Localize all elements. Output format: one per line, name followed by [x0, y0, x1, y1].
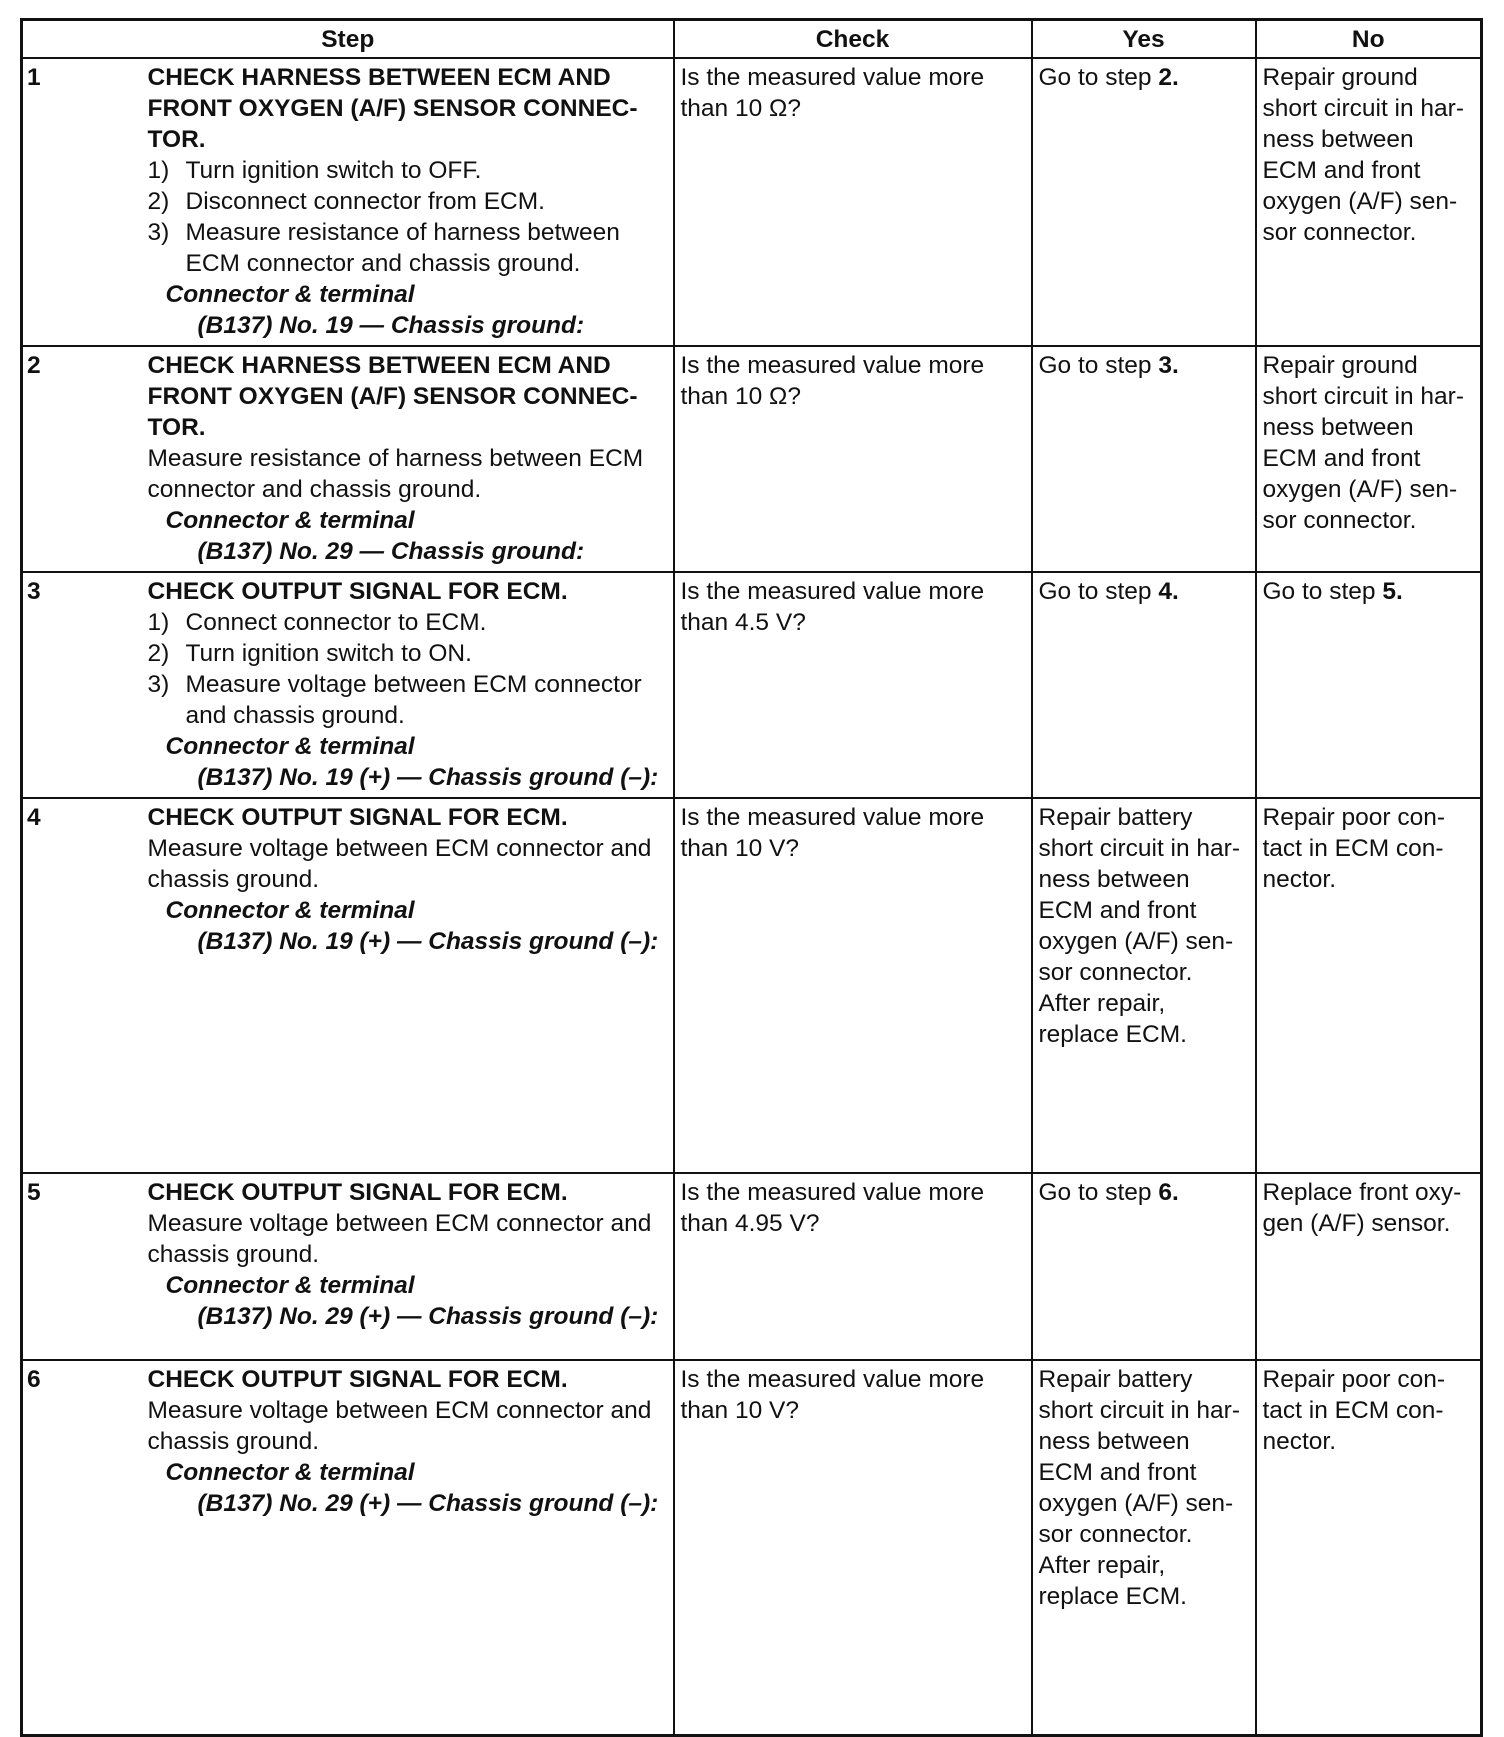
terminal-spec: (B137) No. 29 — Chassis ground:	[197, 538, 585, 565]
header-row	[22, 20, 1482, 59]
no-cell: Repair poor con-tact in ECM con-nector.	[1256, 1360, 1482, 1736]
step-description	[146, 572, 674, 798]
header-check: Check	[674, 20, 1032, 59]
no-cell	[1256, 572, 1482, 798]
substep-text: Disconnect connector from ECM.	[185, 188, 545, 215]
yes-prefix: Go to step	[1038, 352, 1159, 379]
connector-label: Connector & terminal	[165, 281, 415, 308]
check-cell: Is the measured value more than 10 Ω?	[674, 346, 1032, 572]
terminal-spec: (B137) No. 19 — Chassis ground:	[197, 312, 585, 339]
check-cell: Is the measured value more than 4.5 V?	[674, 572, 1032, 798]
yes-cell	[1032, 572, 1256, 798]
substep	[148, 186, 669, 217]
no-step-link: 5.	[1382, 578, 1403, 605]
step-description	[146, 1360, 674, 1736]
no-cell: Repair poor con-tact in ECM con-nector.	[1256, 798, 1482, 1173]
step-description	[146, 798, 674, 1173]
step-body: Measure resistance of harness between ECM connector and chassis ground.	[147, 445, 644, 503]
terminal-spec: (B137) No. 29 (+) — Chassis ground (–):	[197, 1303, 659, 1330]
yes-prefix: Go to step	[1038, 578, 1159, 605]
yes-cell	[1032, 346, 1256, 572]
substep-number: 3)	[147, 219, 170, 246]
substep-text: Turn ignition switch to OFF.	[185, 157, 482, 184]
step-description	[146, 1173, 674, 1360]
yes-step-link: 3.	[1158, 352, 1179, 379]
terminal-spec: (B137) No. 29 (+) — Chassis ground (–):	[197, 1490, 659, 1517]
connector-label: Connector & terminal	[165, 1272, 415, 1299]
header-yes: Yes	[1032, 20, 1256, 59]
terminal-spec: (B137) No. 19 (+) — Chassis ground (–):	[197, 928, 659, 955]
step-description	[146, 346, 674, 572]
substep-number: 1)	[147, 157, 170, 184]
substep-text: Measure voltage between ECM connector and chassis ground.	[185, 671, 642, 729]
step-description	[146, 58, 674, 346]
no-prefix: Go to step	[1262, 578, 1383, 605]
check-cell: Is the measured value more than 10 V?	[674, 1360, 1032, 1736]
substep-number: 1)	[147, 609, 170, 636]
yes-prefix: Go to step	[1038, 1179, 1159, 1206]
substep-text: Measure resistance of harness between ECM connector and chassis ground.	[185, 219, 620, 277]
no-cell: Repair ground short circuit in har-ness between ECM and front oxygen (A/F) sen-sor connector.	[1256, 58, 1482, 346]
step-number: 3	[22, 572, 146, 798]
step-number: 4	[22, 798, 146, 1173]
step-title: CHECK OUTPUT SIGNAL FOR ECM.	[147, 804, 568, 831]
step-title: CHECK HARNESS BETWEEN ECM AND FRONT OXYGEN (A/F) SENSOR CONNEC-TOR.	[147, 352, 638, 441]
yes-step-link: 6.	[1158, 1179, 1179, 1206]
diagnostic-procedure-table	[20, 18, 1483, 1737]
step-body: Measure voltage between ECM connector and chassis ground.	[147, 1210, 652, 1268]
yes-prefix: Go to step	[1038, 64, 1159, 91]
step-title: CHECK OUTPUT SIGNAL FOR ECM.	[147, 1179, 568, 1206]
table-row	[22, 572, 1482, 798]
table-row	[22, 58, 1482, 346]
table-row	[22, 798, 1482, 1173]
header-no: No	[1256, 20, 1482, 59]
substep-text: Connect connector to ECM.	[185, 609, 487, 636]
connector-label: Connector & terminal	[165, 897, 415, 924]
connector-label: Connector & terminal	[165, 733, 415, 760]
header-step: Step	[22, 20, 674, 59]
step-body: Measure voltage between ECM connector and chassis ground.	[147, 1397, 652, 1455]
table-row	[22, 1360, 1482, 1736]
substep-text: Turn ignition switch to ON.	[185, 640, 472, 667]
yes-cell: Repair battery short circuit in har-ness between ECM and front oxygen (A/F) sen-sor connector. After repair, replace ECM.	[1032, 1360, 1256, 1736]
step-number: 5	[22, 1173, 146, 1360]
substep	[148, 669, 669, 731]
table-row	[22, 346, 1482, 572]
check-cell: Is the measured value more than 10 Ω?	[674, 58, 1032, 346]
substep	[148, 217, 669, 279]
substep	[148, 607, 669, 638]
terminal-spec: (B137) No. 19 (+) — Chassis ground (–):	[197, 764, 659, 791]
step-title: CHECK OUTPUT SIGNAL FOR ECM.	[147, 1366, 568, 1393]
substep	[148, 638, 669, 669]
step-title: CHECK OUTPUT SIGNAL FOR ECM.	[147, 578, 568, 605]
yes-cell	[1032, 58, 1256, 346]
step-title: CHECK HARNESS BETWEEN ECM AND FRONT OXYGEN (A/F) SENSOR CONNEC-TOR.	[147, 64, 638, 153]
table-row	[22, 1173, 1482, 1360]
yes-cell	[1032, 1173, 1256, 1360]
substep-number: 2)	[147, 640, 170, 667]
yes-step-link: 4.	[1158, 578, 1179, 605]
no-cell: Repair ground short circuit in har-ness between ECM and front oxygen (A/F) sen-sor connector.	[1256, 346, 1482, 572]
check-cell: Is the measured value more than 10 V?	[674, 798, 1032, 1173]
yes-step-link: 2.	[1158, 64, 1179, 91]
check-cell: Is the measured value more than 4.95 V?	[674, 1173, 1032, 1360]
substep-number: 2)	[147, 188, 170, 215]
substep	[148, 155, 669, 186]
step-number: 2	[22, 346, 146, 572]
step-body: Measure voltage between ECM connector and chassis ground.	[147, 835, 652, 893]
substep-number: 3)	[147, 671, 170, 698]
no-cell: Replace front oxy-gen (A/F) sensor.	[1256, 1173, 1482, 1360]
yes-cell: Repair battery short circuit in har-ness between ECM and front oxygen (A/F) sen-sor connector. After repair, replace ECM.	[1032, 798, 1256, 1173]
step-number: 6	[22, 1360, 146, 1736]
step-number: 1	[22, 58, 146, 346]
connector-label: Connector & terminal	[165, 1459, 415, 1486]
connector-label: Connector & terminal	[165, 507, 415, 534]
